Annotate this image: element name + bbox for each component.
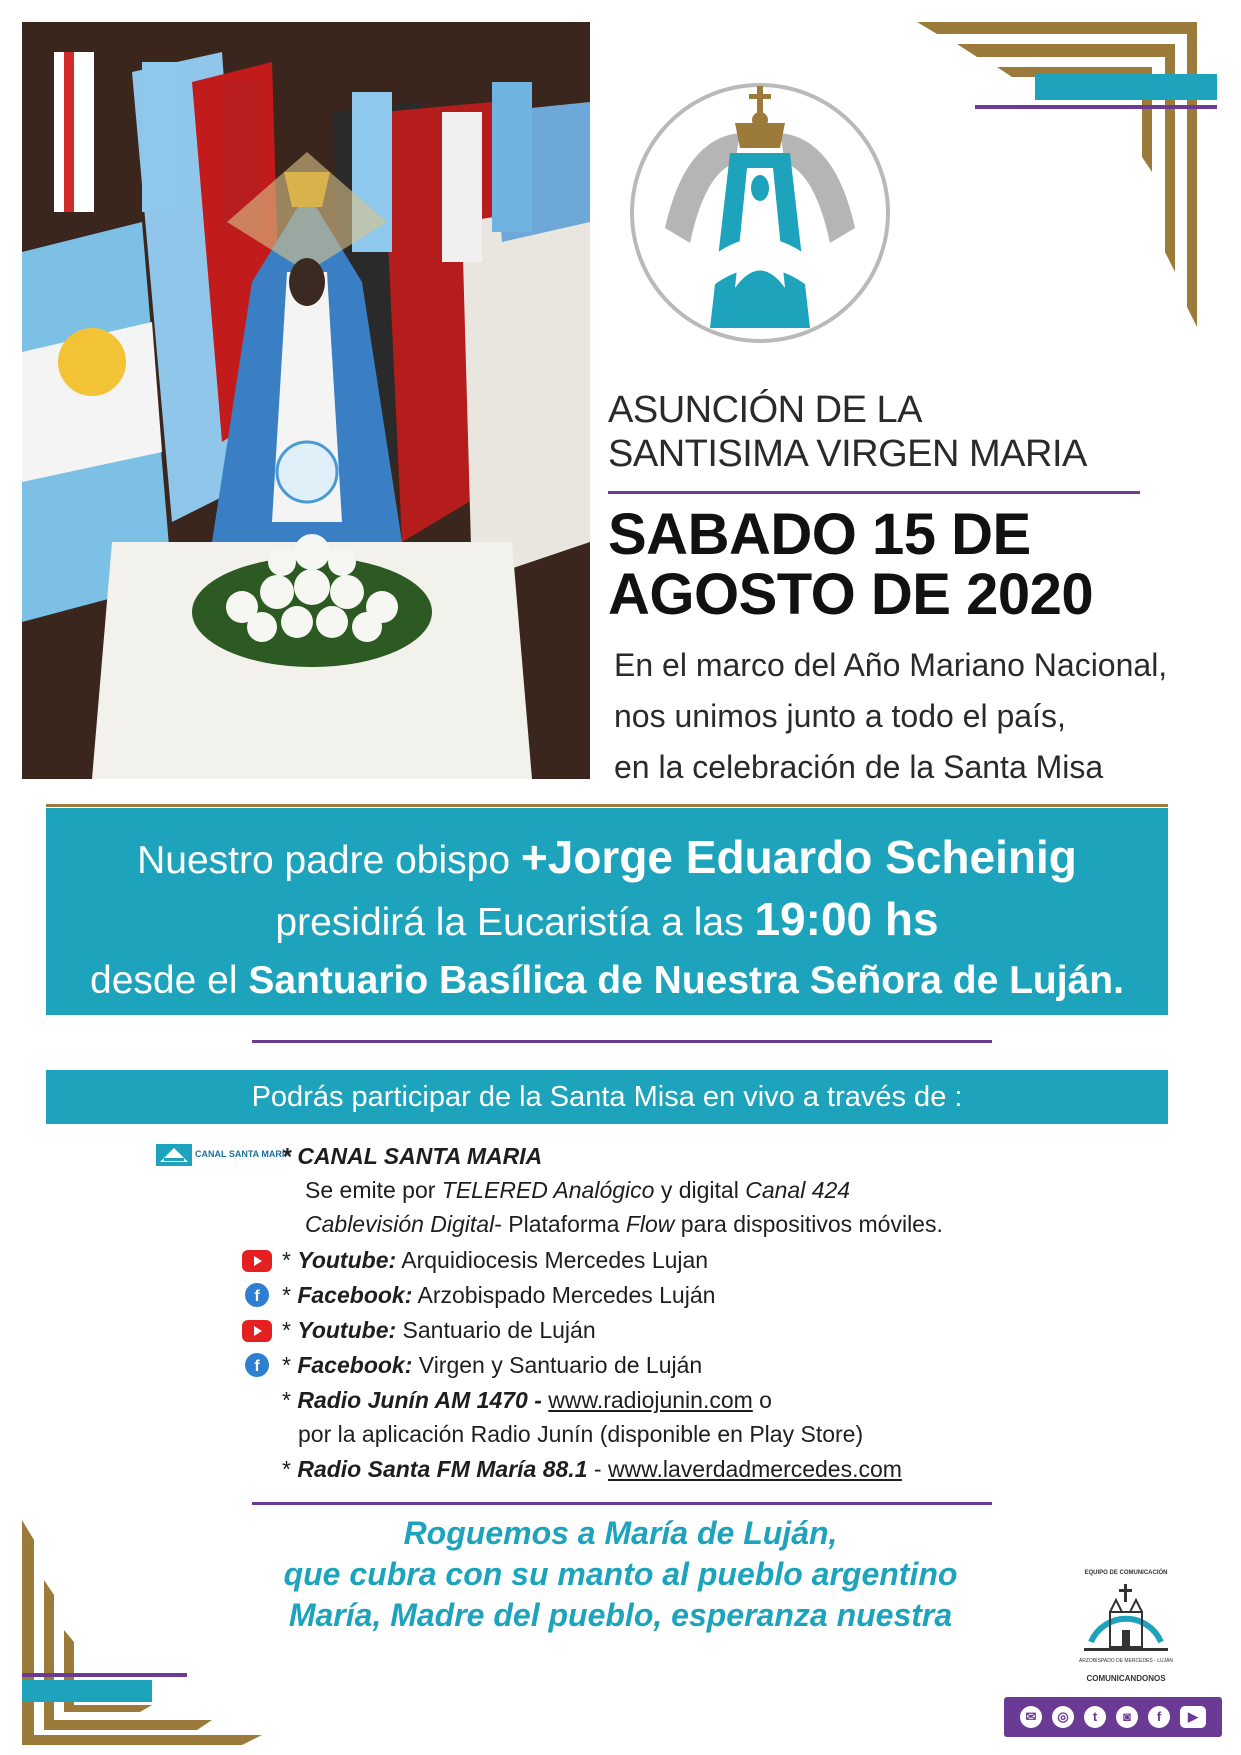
facebook-arzobispado[interactable]: * Facebook: Arzobispado Mercedes Luján bbox=[282, 1282, 716, 1308]
announcement-line-2: presidirá la Eucaristía a las 19:00 hs bbox=[275, 893, 939, 945]
prayer-line-3: María, Madre del pueblo, esperanza nuestra bbox=[288, 1597, 953, 1633]
social-bar bbox=[1004, 1697, 1222, 1737]
radio-junin-link[interactable]: www.radiojunin.com bbox=[548, 1387, 753, 1413]
divider bbox=[252, 1040, 992, 1043]
participate-banner: Podrás participar de la Santa Misa en vivo a través de : bbox=[46, 1070, 1168, 1124]
intro-line-1: En el marco del Año Mariano Nacional, bbox=[614, 647, 1168, 683]
prayer-line-2: que cubra con su manto al pueblo argentino bbox=[283, 1556, 958, 1592]
canal-detail-1: Se emite por TELERED Analógico y digital Canal 424 bbox=[305, 1177, 851, 1203]
divider bbox=[252, 1502, 992, 1505]
facebook-icon[interactable]: f bbox=[1148, 1706, 1170, 1728]
instagram-icon[interactable]: ◙ bbox=[1116, 1706, 1138, 1728]
corner-ornament-top-right-icon bbox=[917, 22, 1217, 332]
closing-prayer bbox=[0, 1513, 1241, 1636]
radio-santa-maria: * Radio Santa FM María 88.1 - www.laverdadmercedes.com bbox=[282, 1456, 902, 1482]
svg-text:f: f bbox=[254, 1358, 260, 1375]
bishop-name: +Jorge Eduardo Scheinig bbox=[520, 831, 1077, 883]
comunicandonos-logo: EQUIPO DE COMUNICACIÓN ARZOBISPADO DE MERCEDES - LUJÁN COMUNICANDONOS bbox=[1065, 1570, 1187, 1690]
youtube-icon bbox=[242, 1320, 272, 1342]
intro-line-2: nos unimos junto a todo el país, bbox=[614, 698, 1066, 734]
youtube-santuario[interactable]: * Youtube: Santuario de Luján bbox=[282, 1317, 596, 1343]
date-line-2: AGOSTO DE 2020 bbox=[608, 562, 1094, 627]
virgin-lujan-logo-icon bbox=[625, 78, 895, 348]
facebook-icon bbox=[245, 1283, 269, 1307]
youtube-icon[interactable]: ▶ bbox=[1180, 1706, 1206, 1728]
facebook-virgen-santuario[interactable]: * Facebook: Virgen y Santuario de Luján bbox=[282, 1352, 703, 1378]
mass-time: 19:00 hs bbox=[754, 893, 939, 945]
intro-text bbox=[614, 640, 1167, 793]
intro-line-3: en la celebración de la Santa Misa bbox=[614, 749, 1104, 785]
canal-santa-maria-logo: CANAL SANTA MARÍA bbox=[156, 1143, 274, 1167]
divider bbox=[46, 804, 1168, 807]
subtitle-line-2: SANTISIMA VIRGEN MARIA bbox=[608, 433, 1087, 475]
canal-santa-maria-icon bbox=[156, 1144, 192, 1166]
cathedral-icon bbox=[1076, 1582, 1176, 1657]
radio-junin-detail: por la aplicación Radio Junín (disponible en Play Store) bbox=[298, 1421, 864, 1447]
announcement-line-1: Nuestro padre obispo +Jorge Eduardo Scheinig bbox=[137, 831, 1077, 883]
email-icon[interactable]: ✉ bbox=[1020, 1706, 1042, 1728]
radio-junin: * Radio Junín AM 1470 - www.radiojunin.com o bbox=[282, 1387, 772, 1413]
announcement-line-3: desde el Santuario Basílica de Nuestra Señora de Luján. bbox=[90, 959, 1124, 1002]
web-icon[interactable]: ◎ bbox=[1052, 1706, 1074, 1728]
feast-subtitle bbox=[608, 388, 1087, 476]
announcement-box bbox=[46, 808, 1168, 1015]
subtitle-line-1: ASUNCIÓN DE LA bbox=[608, 389, 922, 431]
twitter-icon[interactable]: t bbox=[1084, 1706, 1106, 1728]
venue-name: Santuario Basílica de Nuestra Señora de Luján. bbox=[248, 959, 1124, 1002]
divider bbox=[608, 491, 1140, 494]
youtube-arquidiocesis[interactable]: * Youtube: Arquidiocesis Mercedes Lujan bbox=[282, 1247, 709, 1273]
canal-detail-2: Cablevisión Digital- Plataforma Flow para dispositivos móviles. bbox=[305, 1211, 943, 1237]
laverdad-mercedes-link[interactable]: www.laverdadmercedes.com bbox=[607, 1456, 902, 1482]
event-date bbox=[608, 502, 1094, 627]
date-line-1: SABADO 15 DE bbox=[608, 502, 1031, 567]
svg-text:f: f bbox=[254, 1288, 260, 1305]
prayer-line-1: Roguemos a María de Luján, bbox=[403, 1515, 838, 1551]
canal-santa-maria-label: * CANAL SANTA MARIA bbox=[282, 1143, 543, 1169]
facebook-icon bbox=[245, 1353, 269, 1377]
youtube-icon bbox=[242, 1250, 272, 1272]
virgin-photo bbox=[22, 22, 590, 779]
